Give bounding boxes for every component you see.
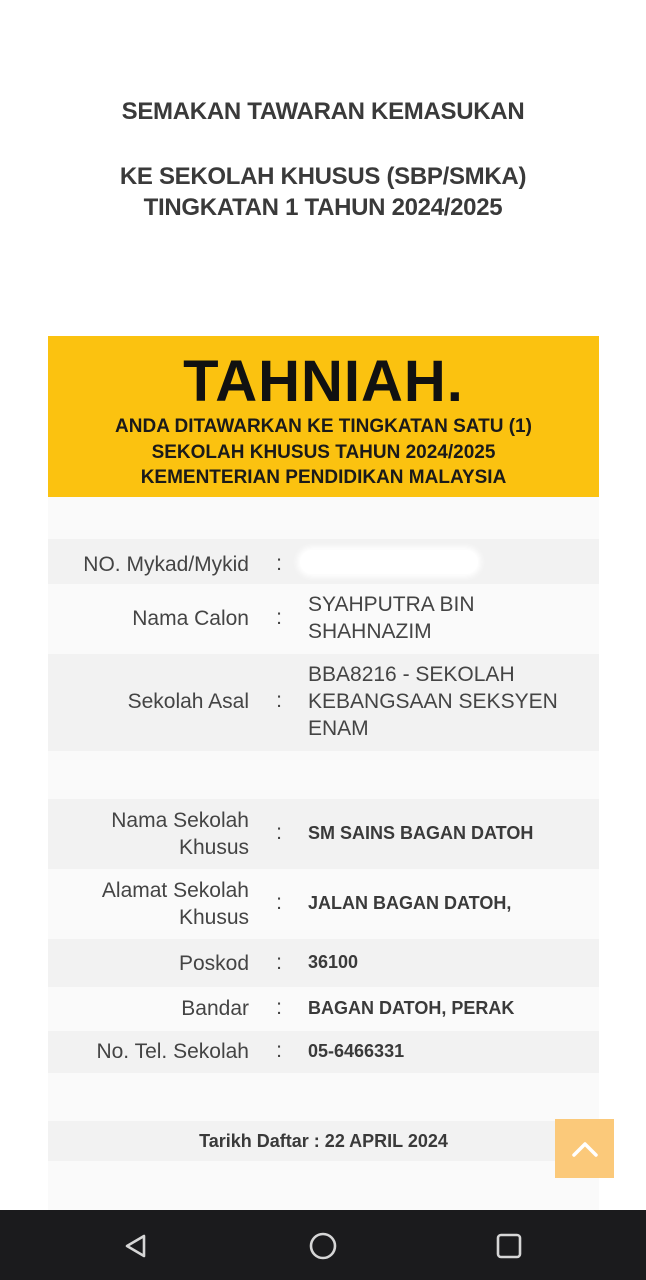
colon: : xyxy=(276,606,282,629)
page-subtitle xyxy=(0,161,646,223)
colon: : xyxy=(276,552,282,575)
bandar-label: Bandar xyxy=(181,997,249,1020)
nav-recent-apps-button[interactable] xyxy=(494,1231,524,1261)
nama-sekolah-khusus-value: SM SAINS BAGAN DATOH xyxy=(308,823,534,843)
nav-home-button[interactable] xyxy=(308,1231,338,1261)
banner-message-line-3: KEMENTERIAN PENDIDIKAN MALAYSIA xyxy=(140,467,507,488)
colon: : xyxy=(276,891,282,914)
label-line-2: Khusus xyxy=(178,906,249,929)
sekolah-asal-value xyxy=(308,661,583,742)
chevron-up-icon xyxy=(571,1140,599,1158)
label-line-2: Khusus xyxy=(178,836,249,859)
android-navigation-bar xyxy=(0,1210,646,1280)
sekolah-asal-line-3: ENAM xyxy=(308,717,369,740)
mykad-label: NO. Mykad/Mykid xyxy=(83,553,249,576)
row-bandar xyxy=(48,987,599,1031)
tarikh-daftar: Tarikh Daftar : 22 APRIL 2024 xyxy=(199,1131,448,1151)
home-circle-icon xyxy=(308,1231,338,1261)
nav-back-button[interactable] xyxy=(121,1231,151,1261)
label-line-1: Alamat Sekolah xyxy=(101,879,249,902)
nama-sekolah-khusus-label xyxy=(48,807,249,861)
colon: : xyxy=(276,951,282,974)
banner-message xyxy=(48,414,599,491)
scroll-to-top-button[interactable] xyxy=(555,1119,614,1178)
colon: : xyxy=(276,821,282,844)
result-card xyxy=(48,336,599,1211)
subtitle-line-1: KE SEKOLAH KHUSUS (SBP/SMKA) xyxy=(119,163,527,190)
row-tel-sekolah xyxy=(48,1031,599,1073)
banner-message-line-2: SEKOLAH KHUSUS TAHUN 2024/2025 xyxy=(151,441,496,463)
alamat-sekolah-label xyxy=(48,877,249,931)
row-alamat-sekolah xyxy=(48,869,599,939)
poskod-label: Poskod xyxy=(178,952,249,975)
tel-sekolah-value: 05-6466331 xyxy=(308,1041,405,1061)
nama-calon-label: Nama Calon xyxy=(132,607,249,630)
row-sekolah-asal xyxy=(48,654,599,751)
subtitle-line-2: TINGKATAN 1 TAHUN 2024/2025 xyxy=(143,194,503,221)
row-mykad xyxy=(48,539,599,584)
row-poskod xyxy=(48,939,599,987)
colon: : xyxy=(276,1039,282,1062)
nama-calon-line-1: SYAHPUTRA BIN xyxy=(308,593,475,616)
colon: : xyxy=(276,996,282,1019)
row-nama-sekolah-khusus xyxy=(48,799,599,869)
sekolah-asal-label: Sekolah Asal xyxy=(127,690,249,713)
bandar-value: BAGAN DATOH, PERAK xyxy=(308,998,515,1018)
row-nama-calon xyxy=(48,584,599,654)
label-line-1: Nama Sekolah xyxy=(111,809,249,832)
poskod-value: 36100 xyxy=(308,952,359,972)
sekolah-asal-line-1: BBA8216 - SEKOLAH xyxy=(308,663,515,686)
back-triangle-icon xyxy=(123,1233,149,1259)
row-tarikh-daftar xyxy=(48,1121,599,1161)
alamat-sekolah-value: JALAN BAGAN DATOH, xyxy=(308,893,512,913)
nama-calon-value xyxy=(308,591,583,645)
sekolah-asal-line-2: KEBANGSAAN SEKSYEN xyxy=(308,690,558,713)
redacted-mykad-value xyxy=(300,550,478,574)
colon: : xyxy=(276,689,282,712)
banner-title: TAHNIAH. xyxy=(183,349,464,414)
tel-sekolah-label: No. Tel. Sekolah xyxy=(96,1040,249,1063)
nama-calon-line-2: SHAHNAZIM xyxy=(308,620,432,643)
congratulations-banner xyxy=(48,336,599,497)
page-title: SEMAKAN TAWARAN KEMASUKAN xyxy=(121,98,525,125)
banner-message-line-1: ANDA DITAWARKAN KE TINGKATAN SATU (1) xyxy=(115,416,532,437)
recent-square-icon xyxy=(495,1232,523,1260)
